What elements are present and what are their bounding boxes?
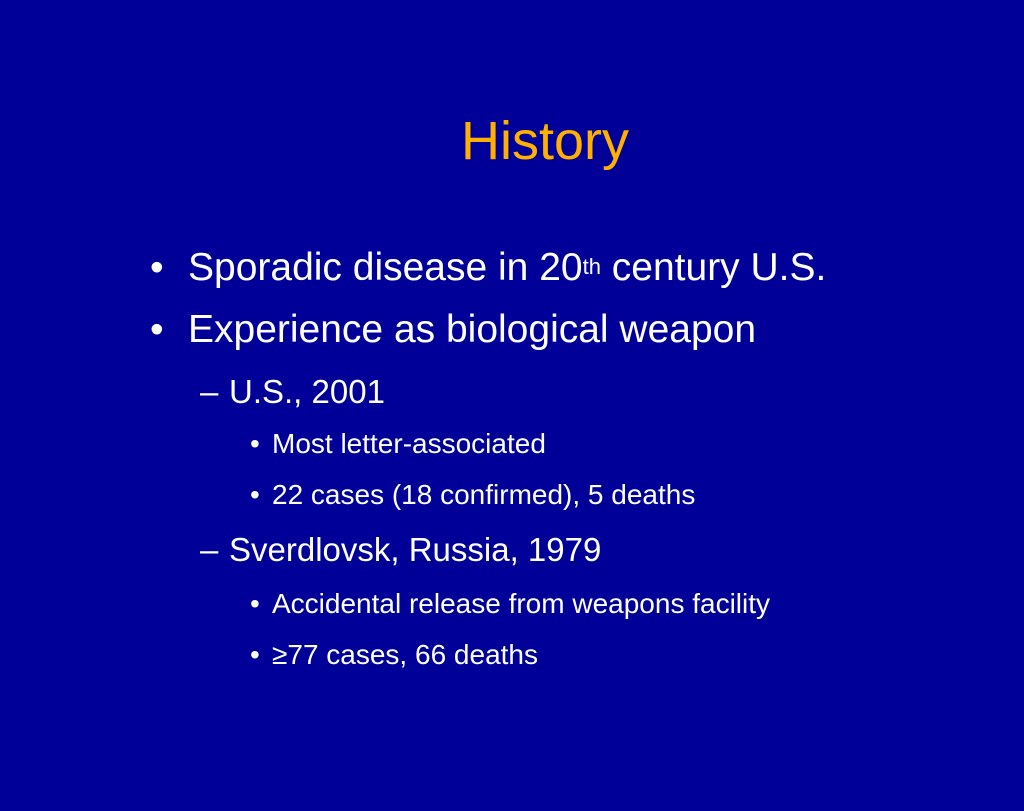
bullet-text-part: Sporadic disease in 20 xyxy=(188,246,583,289)
sub-sub-bullet-text: ≥77 cases, 66 deaths xyxy=(272,639,538,670)
bullet-marker: • xyxy=(250,588,260,619)
bullet-marker: • xyxy=(250,428,260,459)
superscript: th xyxy=(582,254,601,279)
bullet-text: Experience as biological weapon xyxy=(188,308,757,351)
bullet-text-part: century U.S. xyxy=(600,246,827,289)
sub-bullet-text: Sverdlovsk, Russia, 1979 xyxy=(229,531,602,568)
dash-marker: – xyxy=(200,531,219,568)
sub-sub-bullet-text: 22 cases (18 confirmed), 5 deaths xyxy=(272,479,696,510)
bullet-marker: • xyxy=(250,479,260,510)
bullet-marker: • xyxy=(150,308,164,351)
bullet-marker: • xyxy=(150,246,164,289)
sub-sub-bullet-text: Most letter-associated xyxy=(272,428,546,459)
sub-sub-bullet-text: Accidental release from weapons facility xyxy=(272,588,771,619)
dash-marker: – xyxy=(200,373,219,410)
slide-title: History xyxy=(460,111,629,171)
bullet-text xyxy=(188,245,826,291)
bullet-marker: • xyxy=(250,639,260,670)
sub-bullet-text: U.S., 2001 xyxy=(229,373,385,410)
